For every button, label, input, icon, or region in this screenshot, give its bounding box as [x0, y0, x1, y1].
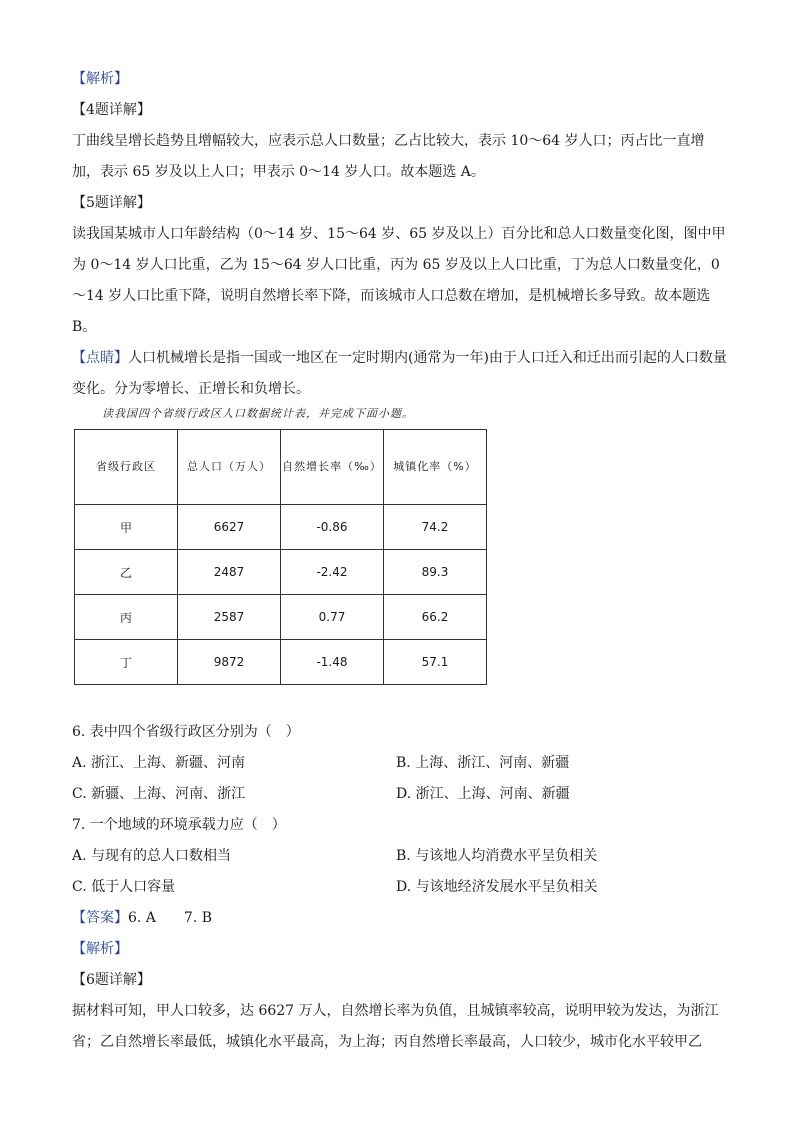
cell-growth-rate: 0.77 [281, 595, 384, 640]
q6-stem: 6. 表中四个省级行政区分别为（ ） [72, 724, 300, 740]
q6-option-b: B. 上海、浙江、河南、新疆 [396, 755, 570, 771]
cell-urbanization: 57.1 [384, 640, 487, 685]
population-table [74, 429, 487, 685]
cell-region: 甲 [75, 505, 178, 550]
cell-region: 丙 [75, 595, 178, 640]
cell-urbanization: 74.2 [384, 505, 487, 550]
answer-line [72, 903, 727, 934]
header-growth-rate: 自然增长率（‰） [281, 430, 384, 505]
q7-option-a: A. 与现有的总人口数相当 [72, 848, 232, 864]
cell-region: 乙 [75, 550, 178, 595]
table-row [75, 550, 487, 595]
cell-population: 2587 [178, 595, 281, 640]
analysis-heading-2: 【解析】 [72, 941, 128, 957]
key-point-tag: 【点睛】 [72, 350, 128, 366]
document-page [72, 64, 727, 1058]
q7-options-row-1 [72, 841, 727, 872]
cell-growth-rate: -1.48 [281, 640, 384, 685]
key-point [72, 343, 727, 405]
q5-detail-text: 读我国某城市人口年龄结构（0～14 岁、15～64 岁、65 岁及以上）百分比和总人口数量变化图，图中甲为 0～14 岁人口比重，乙为 15～64 岁人口比重，丙为 65 岁及以上人口比重，丁为总人口数量变化，0～14 岁人口比重下降，说明自然增长率下降，而该城市人口总数在增加，是机械增长多导致。故本题选 B。 [72, 226, 726, 335]
answer-text: 6. A 7. B [128, 910, 213, 926]
cell-growth-rate: -0.86 [281, 505, 384, 550]
q6-options-row-1 [72, 748, 727, 779]
table-header-row [75, 430, 487, 505]
q7-stem: 7. 一个地域的环境承载力应（ ） [72, 817, 286, 833]
table-row [75, 595, 487, 640]
q7-option-c: C. 低于人口容量 [72, 879, 176, 895]
q7-option-d: D. 与该地经济发展水平呈负相关 [396, 879, 598, 895]
header-urbanization: 城镇化率（%） [384, 430, 487, 505]
cell-urbanization: 89.3 [384, 550, 487, 595]
cell-population: 2487 [178, 550, 281, 595]
cell-region: 丁 [75, 640, 178, 685]
q7-options-row-2 [72, 872, 727, 903]
q6-detail-text: 据材料可知，甲人口较多，达 6627 万人，自然增长率为负值，且城镇率较高，说明甲较为发达，为浙江省；乙自然增长率最低，城镇化水平最高，为上海；丙自然增长率最高，人口较少，城市化水平较甲乙 [72, 1003, 719, 1050]
q6-options-row-2 [72, 779, 727, 810]
q4-detail-text: 丁曲线呈增长趋势且增幅较大，应表示总人口数量；乙占比较大，表示 10～64 岁人口；丙占比一直增加，表示 65 岁及以上人口；甲表示 0～14 岁人口。故本题选 A。 [72, 133, 705, 180]
table-caption: 读我国四个省级行政区人口数据统计表，并完成下面小题。 [102, 407, 414, 420]
analysis-heading: 【解析】 [72, 71, 128, 87]
q4-detail-heading: 【4题详解】 [72, 102, 151, 118]
table-row [75, 505, 487, 550]
cell-growth-rate: -2.42 [281, 550, 384, 595]
cell-urbanization: 66.2 [384, 595, 487, 640]
q6-detail-heading: 【6题详解】 [72, 972, 151, 988]
q6-option-a: A. 浙江、上海、新疆、河南 [72, 755, 246, 771]
table-row [75, 640, 487, 685]
cell-population: 6627 [178, 505, 281, 550]
header-region: 省级行政区 [75, 430, 178, 505]
header-population: 总人口（万人） [178, 430, 281, 505]
q6-option-d: D. 浙江、上海、河南、新疆 [396, 786, 570, 802]
q7-option-b: B. 与该地人均消费水平呈负相关 [396, 848, 598, 864]
q6-option-c: C. 新疆、上海、河南、浙江 [72, 786, 246, 802]
q5-detail-heading: 【5题详解】 [72, 195, 151, 211]
answer-tag: 【答案】 [72, 910, 128, 926]
cell-population: 9872 [178, 640, 281, 685]
key-point-text: 人口机械增长是指一国或一地区在一定时期内(通常为一年)由于人口迁入和迁出而引起的人口数量变化。分为零增长、正增长和负增长。 [72, 350, 727, 397]
